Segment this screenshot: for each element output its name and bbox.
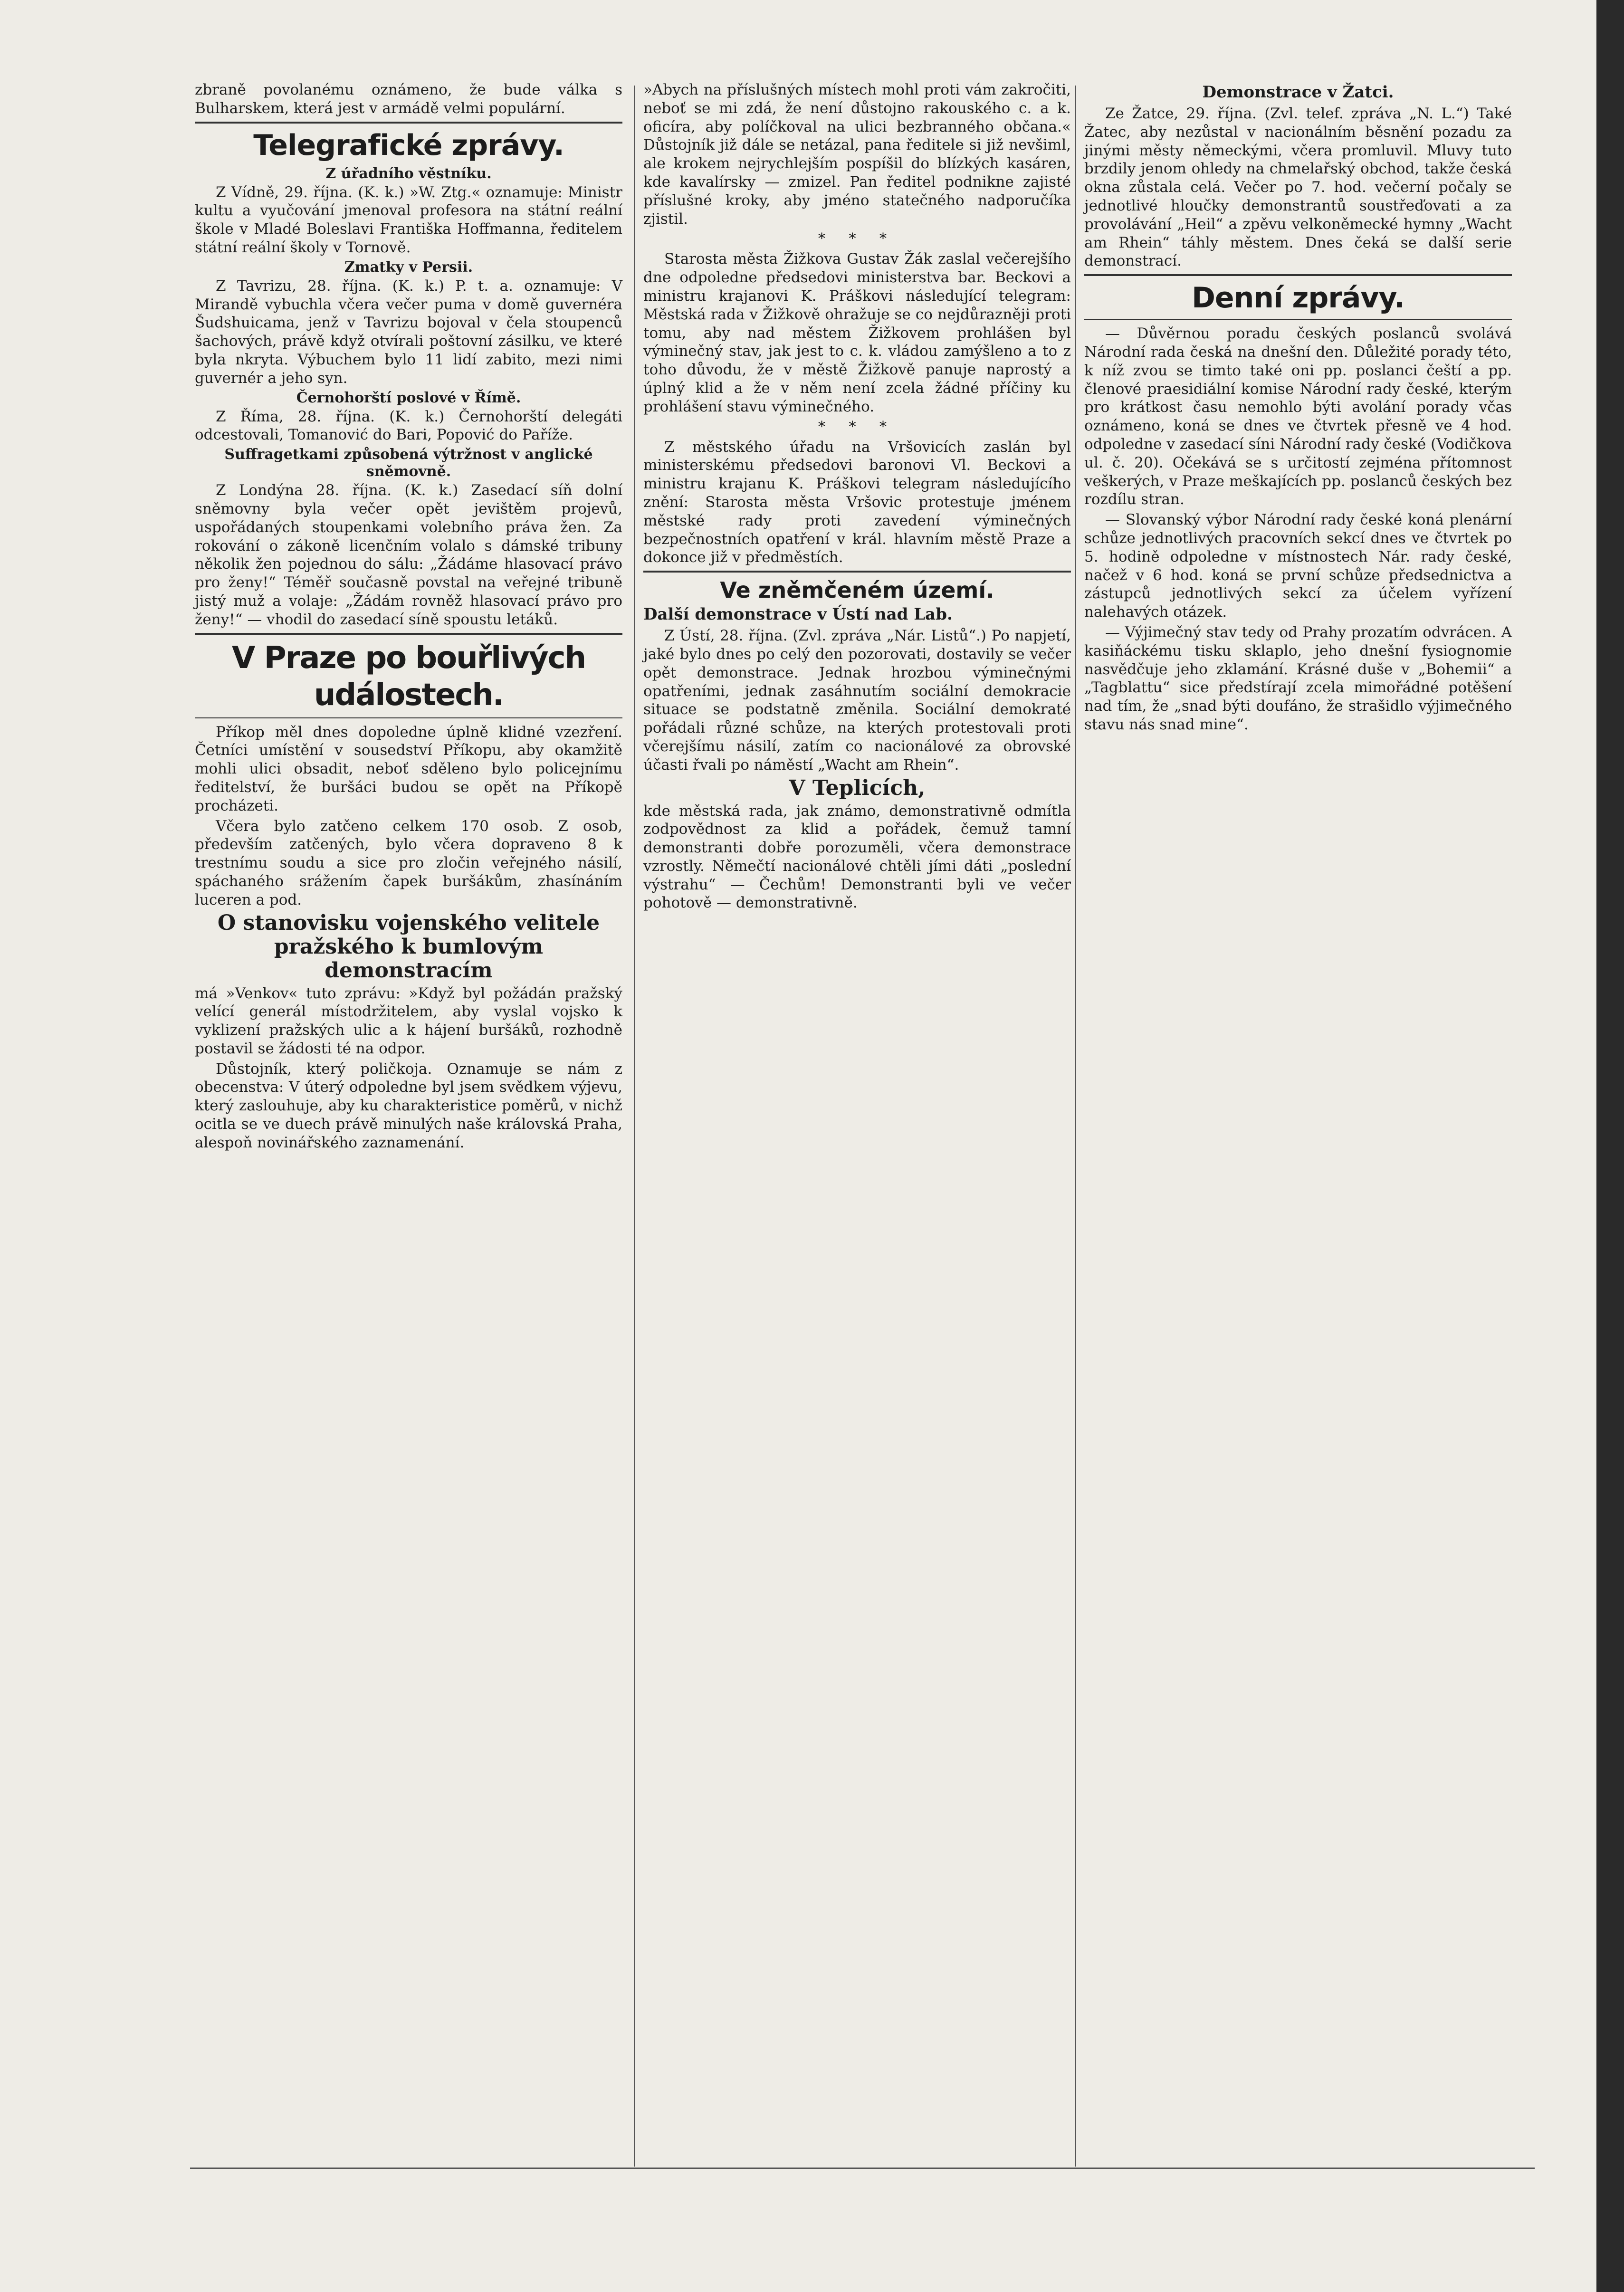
subheading: Suffragetkami způsobená výtržnost v anglické sněmovně. — [224, 446, 593, 480]
column-1 — [195, 81, 622, 1154]
article-paragraph: — Výjimečný stav tedy od Prahy prozatím odvrácen. A kasiňáckému tisku sklaplo, jeho dnešní fysiognomie nasvědčuje jeho zklamání. Krásné duše v „Bohemii“ a „Tagblattu“ sice předstírají zcela mimořádné potěšení nad tím, že „snad býti doufáno, že strašidlo výjimečného stavu nás snad mine“. — [1084, 623, 1512, 733]
subheading: Další demonstrace v Ústí nad Lab. — [643, 605, 953, 624]
article-paragraph: Příkop měl dnes dopoledne úplně klidné vzezření. Četníci umístění v sousedství Příkopu, aby okamžitě mohli ulici obsadit, neboť sděleno bylo policejnímu ředitelství, že buršáci budou se opět na Příkopě procházeti. — [195, 723, 622, 814]
column-3 — [1084, 81, 1512, 736]
headline-prague: V Praze po bouřlivých událostech. — [231, 640, 586, 713]
subheading: Zmatky v Persii. — [344, 258, 473, 276]
article-paragraph: Z Londýna 28. října. (K. k.) Zasedací síň dolní sněmovny byla večer opět jevištěm projevů, uspořádaných stoupenkami volebního práva žen. Za rokování o zákoně licenčním volalo s dámské tribuny několik žen pojednou do sálu: „Žádáme hlasovací právo pro ženy!“ Téměř současně povstal na veřejné tribuně jistý muž a volaje: „Žádám rovněž hlasovací právo pro ženy!“ — vhodil do zasedací síně spoustu letáků. — [195, 482, 622, 628]
divider — [1084, 274, 1512, 276]
article-paragraph: Včera bylo zatčeno celkem 170 osob. Z osob, především zatčených, bylo včera dopraveno 8 k trestnímu soudu a sice pro zločin veřejného násilí, spáchaného srážením čapek buršákům, zhasínáním luceren a pod. — [195, 817, 622, 908]
subheading: Černohorští poslové v Římě. — [296, 389, 521, 406]
headline-zatec: Demonstrace v Žatci. — [1202, 83, 1394, 102]
article-paragraph: Starosta města Žižkova Gustav Žák zaslal večerejšího dne odpoledne předsedovi ministerstva bar. Beckovi a ministru krajanovi K. Práškovi následující telegram: Městská rada v Žižkově ohražuje se co nejdůrazněji proti tomu, aby nad městem Žižkovem prohlášen byl výminečný stav, jak jest to c. k. vládou zamýšleno a to z toho důvodu, že v městě Žižkově panuje naprostý a úplný klid a že v něm není zcela žádné příčiny ku prohlášení stavu výminečného. — [643, 250, 1071, 415]
article-paragraph: Z Tavrizu, 28. října. (K. k.) P. t. a. oznamuje: V Mirandě vybuchla včera večer puma v domě guvernéra Šudshuicama, jenž v Tavrizu bojoval v čela stoupenců šachových, právě když otvírali poštovní zásilku, ve které byla nkryta. Výbuchem bylo 11 lidí zabito, mezi nimi guvernér a jeho syn. — [195, 277, 622, 387]
column-divider — [1075, 86, 1076, 2167]
divider — [195, 633, 622, 635]
article-paragraph: Z Říma, 28. října. (K. k.) Černohorští delegáti odcestovali, Tomanović do Bari, Popović do Paříže. — [195, 408, 622, 444]
article-paragraph: Z Vídně, 29. října. (K. k.) »W. Ztg.« oznamuje: Ministr kultu a vyučování jmenoval profesora na státní reální škole v Mladé Boleslavi Františka Hoffmanna, ředitelem státní reální školy v Tornově. — [195, 183, 622, 256]
divider — [1084, 319, 1512, 320]
column-2 — [643, 81, 1071, 914]
newspaper-page — [190, 71, 1535, 2195]
article-paragraph: — Důvěrnou poradu českých poslanců svolává Národní rada česká na dnešní den. Důležité porady této, k níž zvou se timto také oni pp. poslanci čeští a pp. členové praesidiální komise Národní rady české, kterým pro krátkost času nemohlo býti avolání porady včas oznámeno, koná se dnes ve čtvrtek přesně ve 4 hod. odpoledne v zasedací síni Národní rady české (Vodičkova ul. č. 20). Očekává se s určitostí zejména přítomnost veškerých, v Praze meškajících pp. poslanců českých bez rozdílu stran. — [1084, 325, 1512, 508]
article-paragraph: má »Venkov« tuto zprávu: »Když byl požádán pražský velící generál místodržitelem, aby vyslal vojsko k vyklizení pražských ulic a k hájení buršáků, rozhodně postavil se žádosti té na odpor. — [195, 984, 622, 1057]
article-paragraph: Ze Žatce, 29. října. (Zvl. telef. zpráva „N. L.“) Také Žatec, aby nezůstal v nacionálním běsnění pozadu za jinými městy německými, včera promluvil. Mluvy tuto brzdily jenom ohledy na chmelařský obchod, takže česká okna zůstala celá. Večer po 7. hod. večerní počaly se jednotlivé hloučky demonstrantů soustřeďovati a za provolávání „Heil“ a zpěvu velkoněmecké hymny „Wacht am Rhein“ táhly městem. Dnes čeká se další serie demonstrací. — [1084, 105, 1512, 270]
separator-stars: * * * — [818, 418, 897, 435]
headline-military: O stanovisku vojenského velitele pražského k bumlovým demonstracím — [217, 910, 600, 983]
page-binding-edge — [1596, 0, 1624, 2292]
article-paragraph: Důstojník, který poličkoja. Oznamuje se nám z obecenstva: V úterý odpoledne byl jsem svědkem výjevu, který zaslouhuje, aby ku charakteristice poměrů, v nichž ocitla se ve duech právě minulých naše královská Praha, alespoň novinářského zaznamenání. — [195, 1060, 622, 1151]
article-paragraph: Z Ústí, 28. října. (Zvl. zpráva „Nár. Listů“.) Po napjetí, jaké bylo dnes po celý den pozorovati, dostavily se večer opět demonstrace. Jednak hrozbou výminečnými opatřeními, jednak zasáhnutím sociální demokracie situace se podstatně změnila. Sociální demokraté pořádali různé schůze, na kterých protestovali proti včerejšímu násilí, zatím co nacionálové za obrovské účasti řvali po náměstí „Wacht am Rhein“. — [643, 627, 1071, 774]
intro-paragraph: zbraně povolanému oznámeno, že bude válka s Bulharskem, která jest v armádě velmi populární. — [195, 81, 622, 117]
separator-stars: * * * — [818, 230, 897, 248]
article-paragraph: kde městská rada, jak známo, demonstrativně odmítla zodpovědnost za klid a pořádek, čemuž tamní demonstranti dobře porozuměli, včera demonstrace vzrostly. Němečtí nacionálové chtěli jími dáti „poslední výstrahu“ — Čechům! Demonstranti byli ve večer pohotově — demonstrativně. — [643, 802, 1071, 912]
headline-germanized: Ve zněmčeném území. — [720, 577, 994, 603]
divider — [195, 717, 622, 718]
section-title-telegraphic: Telegrafické zprávy. — [253, 128, 564, 162]
column-divider — [634, 86, 635, 2167]
divider — [195, 122, 622, 124]
subheading: Z úřadního věstníku. — [325, 165, 492, 182]
article-paragraph: — Slovanský výbor Národní rady české koná plenární schůze jednotlivých pracovních sekcí dnes ve čtvrtek po 5. hodině odpoledne v místnostech Nár. rady české, načež v 6 hod. koná se první schůze předsednictva a zástupců jednotlivých sekcí za účelem vyřízení nalehavých otázek. — [1084, 511, 1512, 621]
divider — [643, 571, 1071, 573]
bottom-rule — [190, 2168, 1535, 2169]
article-paragraph: »Abych na příslušných místech mohl proti vám zakročiti, neboť se mi zdá, že není důstojno rakouského c. a k. oficíra, aby políčkoval na ulici bezbranného občana.« Důstojník již dále se netázal, pana ředitele si již nevšiml, ale krokem nejrychlejším pospíšil do blízkých kasáren, kde kavalírsky — zmizel. Pan ředitel podnikne zajisté příslušné kroky, aby jméno statečného nadporučíka zjistil. — [643, 81, 1071, 228]
article-paragraph: Z městského úřadu na Vršovicích zaslán byl ministerskému předsedovi baronovi Vl. Beckovi a ministru krajanu K. Práškovi telegram následujícího znění: Starosta města Vršovic protestuje jménem městské rady proti zavedení výminečných bezpečnostních opatření v král. hlavním městě Praze a dokonce již v předměstích. — [643, 438, 1071, 566]
subheading-teplice: V Teplicích, — [789, 775, 926, 800]
section-title-daily: Denní zprávy. — [1192, 281, 1404, 315]
